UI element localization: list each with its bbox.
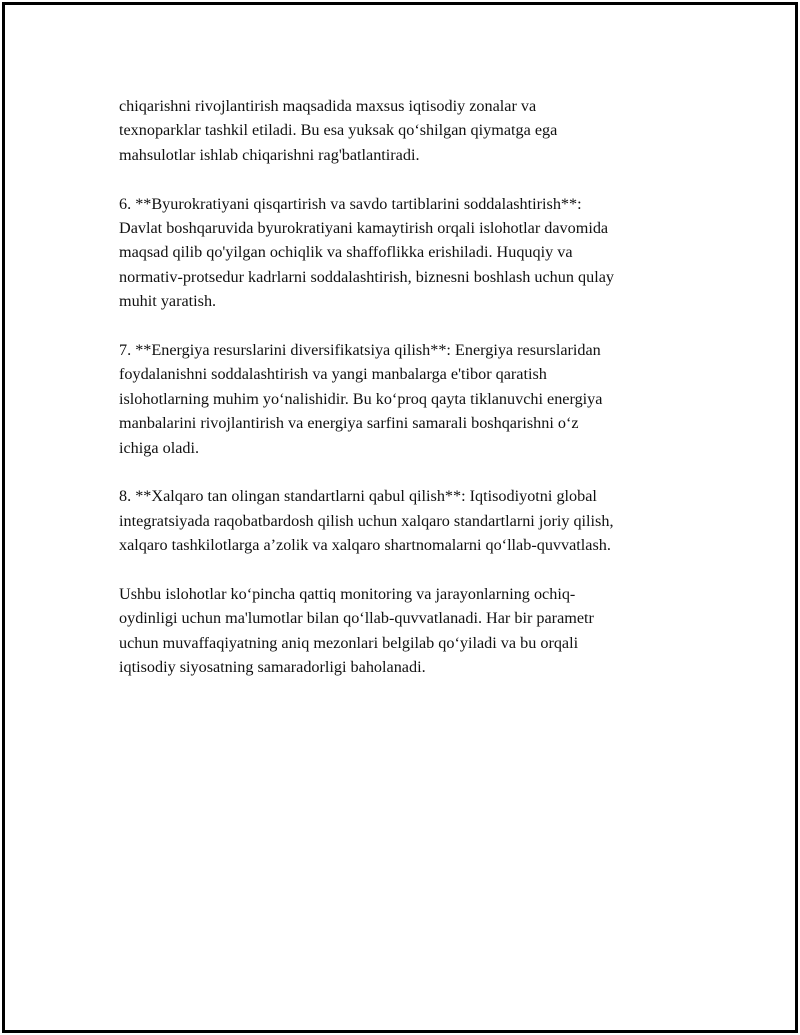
text-line: foydalanishni soddalashtirish va yangi manbalarga e'tibor qaratish [119,365,547,384]
text-line: iqtisodiy siyosatning samaradorligi baholanadi. [119,658,426,677]
text-line: Ushbu islohotlar ko‘pincha qattiq monitoring va jarayonlarning ochiq- [119,585,576,604]
paragraph-item-7 [119,338,699,460]
text-line: normativ-protsedur kadrlarni soddalashtirish, biznesni boshlash uchun qulay [119,267,614,286]
text-line: integratsiyada raqobatbardosh qilish uchun xalqaro standartlarni joriy qilish, [119,511,614,530]
text-line: chiqarishni rivojlantirish maqsadida maxsus iqtisodiy zonalar va [119,97,537,115]
paragraph-item-6 [119,192,699,314]
text-line: Davlat boshqaruvida byurokratiyani kamaytirish orqali islohotlar davomida [119,219,609,238]
text-line: texnoparklar tashkil etiladi. Bu esa yuksak qo‘shilgan qiymatga ega [119,121,558,140]
text-line: 6. **Byurokratiyani qisqartirish va savdo tartiblarini soddalashtirish**: [119,194,582,213]
paragraph-item-8 [119,484,699,557]
text-line: mahsulotlar ishlab chiqarishni rag'batlantiradi. [119,145,420,164]
paragraph-conclusion [119,582,699,680]
document-body [119,94,699,704]
text-line: xalqaro tashkilotlarga a’zolik va xalqaro shartnomalarni qo‘llab-quvvatlash. [119,536,611,555]
text-line: maqsad qilib qo'yilgan ochiqlik va shaffoflikka erishiladi. Huquqiy va [119,243,573,262]
text-line: 7. **Energiya resurslarini diversifikatsiya qilish**: Energiya resurslaridan [119,341,601,360]
text-line: oydinligi uchun ma'lumotlar bilan qo‘llab-quvvatlanadi. Har bir parametr [119,609,594,628]
text-line: islohotlarning muhim yo‘nalishidir. Bu ko‘proq qayta tiklanuvchi energiya [119,389,603,408]
text-line: 8. **Xalqaro tan olingan standartlarni qabul qilish**: Iqtisodiyotni global [119,487,597,506]
text-line: manbalarini rivojlantirish va energiya sarfini samarali boshqarishni o‘z [119,414,579,433]
paragraph-continuation [119,94,699,167]
document-page [2,2,798,1033]
text-line: uchun muvaffaqiyatning aniq mezonlari belgilab qo‘yiladi va bu orqali [119,633,579,652]
text-line: muhit yaratish. [119,292,217,311]
text-line: ichiga oladi. [119,438,200,457]
